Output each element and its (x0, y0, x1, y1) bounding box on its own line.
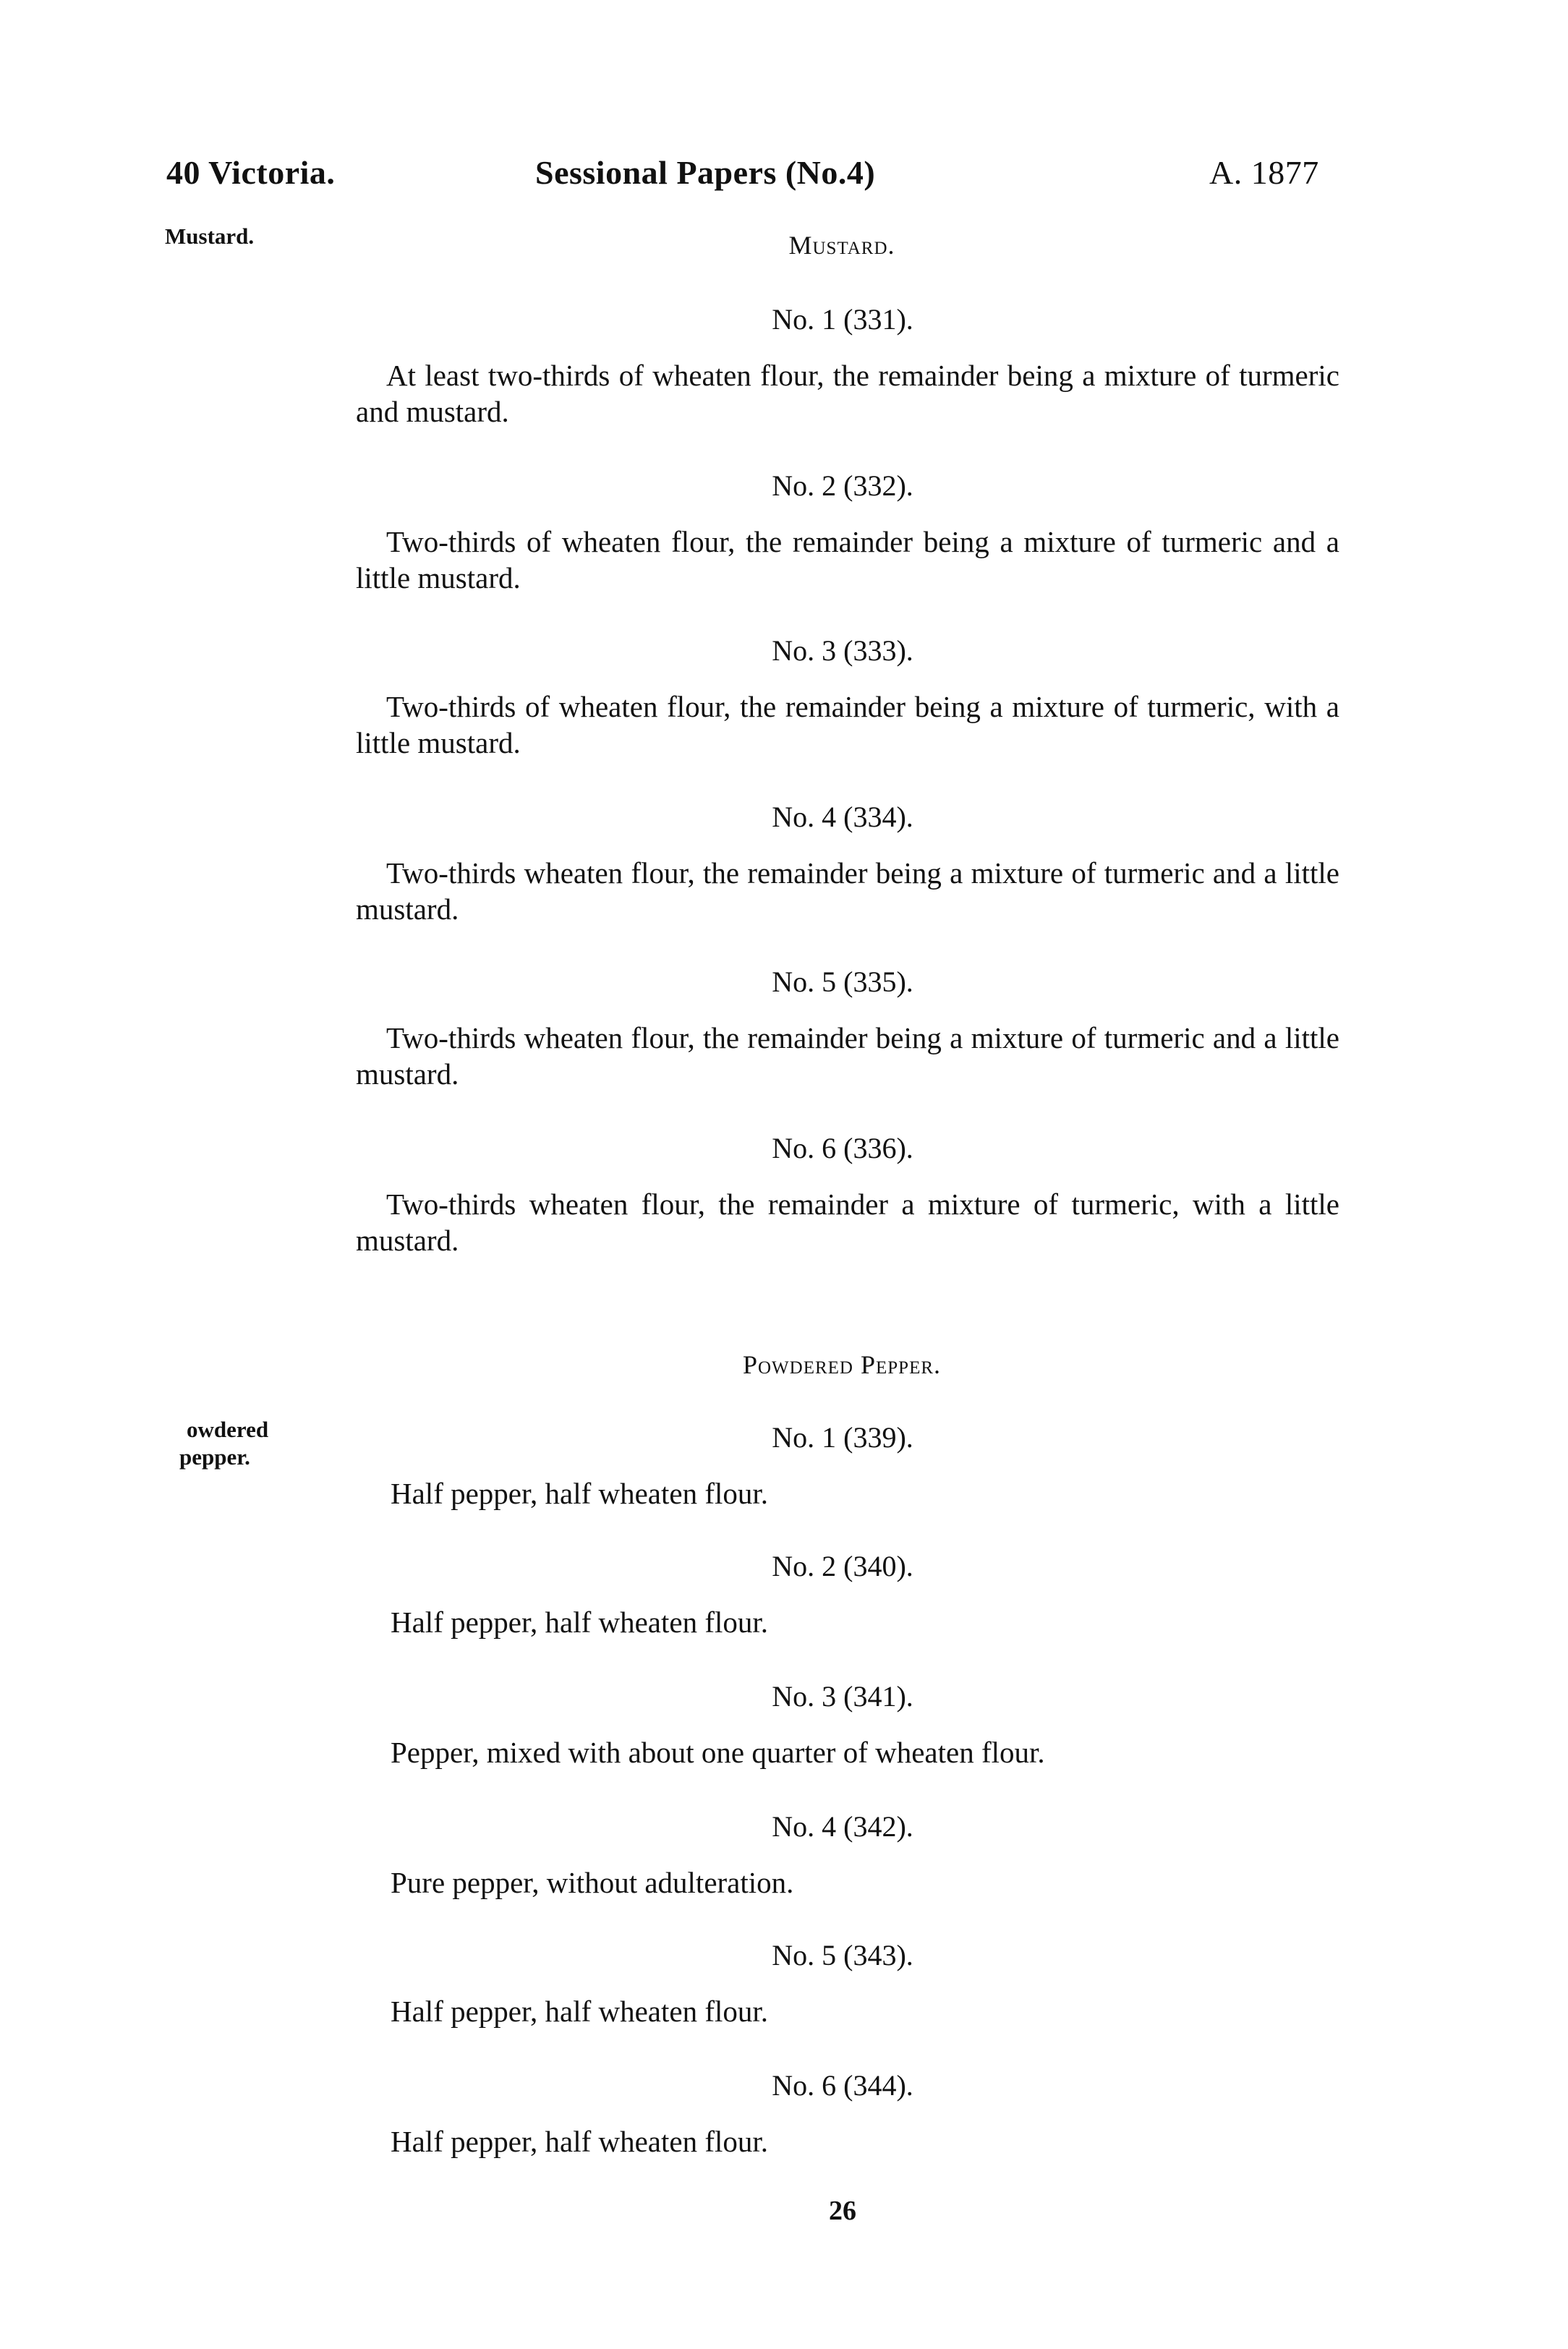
header-volume: 40 Victoria. (166, 154, 336, 191)
entry-text: Half pepper, half wheaten flour. (391, 2125, 769, 2158)
header-series: Sessional Papers (No.4) (535, 154, 876, 191)
margin-note-pepper-line1: owdered (187, 1417, 269, 1442)
entry-text: Half pepper, half wheaten flour. (391, 1995, 769, 2028)
entry-text: Two-thirds of wheaten flour, the remainder being a mixture of turmeric and a little mustard. (356, 525, 1339, 594)
entry-head: No. 1 (339). (772, 1421, 913, 1454)
entry-head: No. 4 (342). (772, 1810, 913, 1843)
entry-text: Half pepper, half wheaten flour. (391, 1606, 769, 1639)
page-number: 26 (829, 2196, 856, 2226)
entry-text: Pure pepper, without adulteration. (391, 1866, 794, 1899)
margin-note-mustard: Mustard. (165, 223, 255, 249)
section-title-pepper: Powdered Pepper. (742, 1350, 942, 1379)
entry-text: Two-thirds wheaten flour, the remainder being a mixture of turmeric and a little mustard. (356, 1021, 1339, 1091)
entry-head: No. 5 (343). (772, 1939, 913, 1971)
entry-head: No. 6 (336). (772, 1132, 913, 1164)
entry-text: Two-thirds wheaten flour, the remainder being a mixture of turmeric and a little mustard. (356, 856, 1339, 926)
entry-text: At least two-thirds of wheaten flour, the remainder being a mixture of turmeric and mustard. (356, 359, 1339, 428)
entry-head: No. 3 (341). (772, 1680, 913, 1713)
section-title-mustard: Mustard. (788, 231, 895, 260)
margin-note-pepper-line2: pepper. (179, 1444, 250, 1470)
entry-text: Pepper, mixed with about one quarter of wheaten flour. (391, 1736, 1045, 1769)
entry-head: No. 3 (333). (772, 634, 913, 667)
entry-head: No. 1 (331). (772, 303, 913, 336)
entry-head: No. 5 (335). (772, 965, 913, 998)
entry-head: No. 4 (334). (772, 801, 913, 833)
header-year: A. 1877 (1209, 154, 1319, 191)
entry-head: No. 2 (332). (772, 469, 913, 502)
entry-head: No. 6 (344). (772, 2069, 913, 2102)
entry-text: Two-thirds wheaten flour, the remainder a mixture of turmeric, with a little mustard. (356, 1188, 1339, 1257)
entry-text: Two-thirds of wheaten flour, the remainder being a mixture of turmeric, with a little mustard. (356, 690, 1339, 759)
entry-text: Half pepper, half wheaten flour. (391, 1477, 769, 1510)
entry-head: No. 2 (340). (772, 1550, 913, 1582)
